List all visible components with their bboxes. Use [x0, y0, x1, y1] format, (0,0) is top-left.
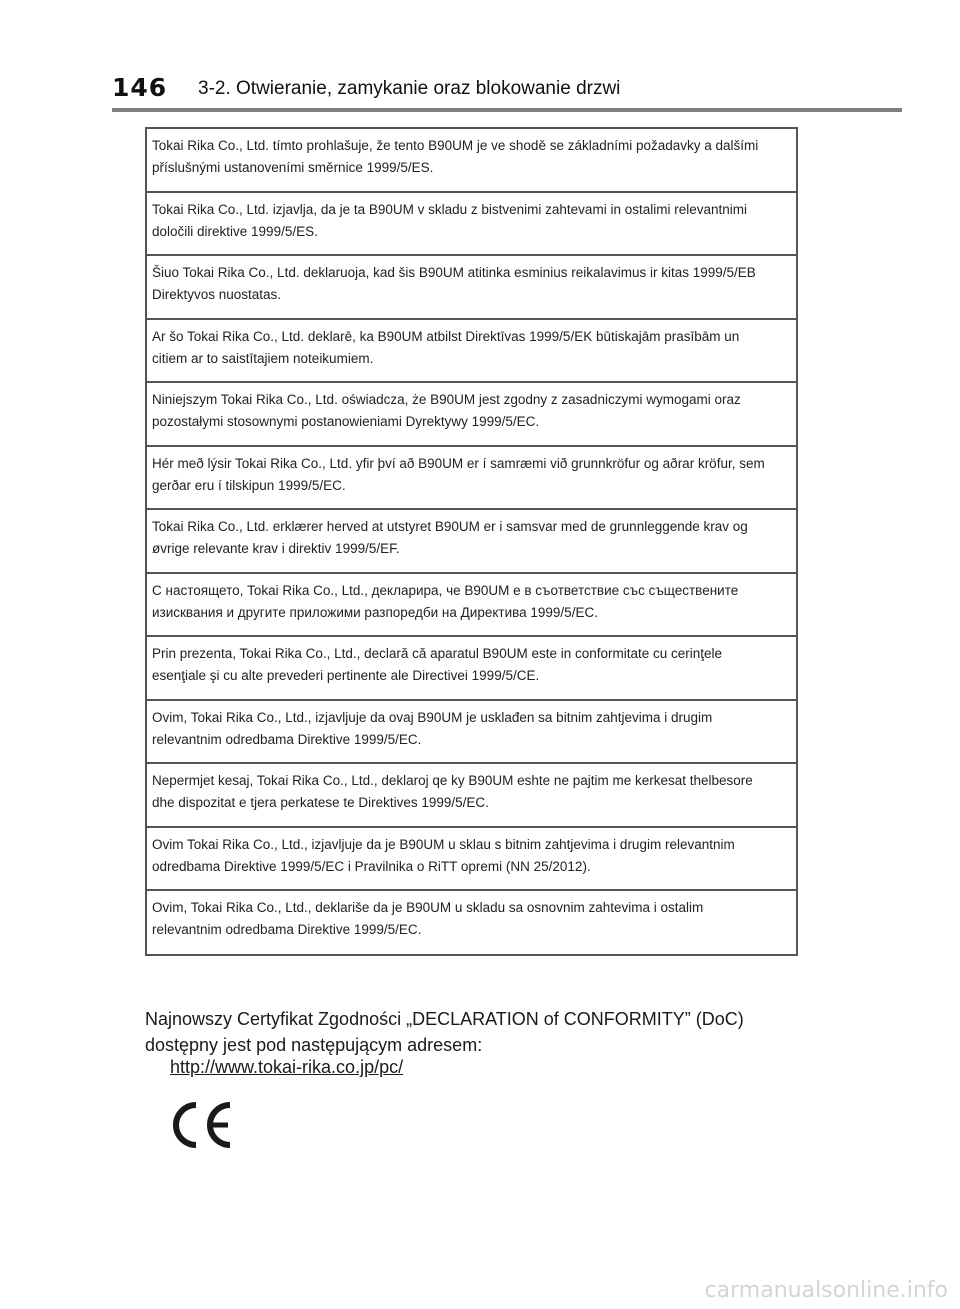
- declaration-row-latvian: Ar šo Tokai Rika Co., Ltd. deklarē, ka B90UM atbilst Direktīvas 1999/5/EK būtiskajām prasībām un citiem ar to saistītajiem noteikumiem.: [147, 320, 796, 384]
- ce-mark-icon: [168, 1100, 238, 1150]
- doc-url-link[interactable]: http://www.tokai-rika.co.jp/pc/: [170, 1057, 404, 1077]
- declaration-row-bulgarian: С настоящето, Tokai Rika Co., Ltd., декларира, че B90UM е в съответствие със съществените изисквания и другите приложими разпоредби на Директива 1999/5/ЕС.: [147, 574, 796, 638]
- doc-availability-note: Najnowszy Certyfikat Zgodności „DECLARATION of CONFORMITY” (DoC) dostępny jest pod następującym adresem:: [145, 1009, 744, 1055]
- declaration-row-croatian: Ovim Tokai Rika Co., Ltd., izjavljuje da je B90UM u sklau s bitnim zahtjevima i drugim relevantnim odredbama Direktive 1999/5/EC i Pravilnika o RiTT opremi (NN 25/2012).: [147, 828, 796, 892]
- declaration-row-polish: Niniejszym Tokai Rika Co., Ltd. oświadcza, że B90UM jest zgodny z zasadniczymi wymogami oraz pozostałymi stosownymi postanowieniami Dyrektywy 1999/5/EC.: [147, 383, 796, 447]
- declaration-row-lithuanian: Šiuo Tokai Rika Co., Ltd. deklaruoja, kad šis B90UM atitinka esminius reikalavimus ir kitas 1999/5/EB Direktyvos nuostatas.: [147, 256, 796, 320]
- declaration-row-icelandic: Hér með lýsir Tokai Rika Co., Ltd. yfir því að B90UM er í samræmi við grunnkröfur og aðrar kröfur, sem gerðar eru í tilskipun 1999/5/EC.: [147, 447, 796, 511]
- declaration-row-romanian: Prin prezenta, Tokai Rika Co., Ltd., declară că aparatul B90UM este in conformitate cu cerinţele esenţiale şi cu alte prevederi pertinente ale Directivei 1999/5/CE.: [147, 637, 796, 701]
- page-number: 146: [112, 73, 168, 102]
- declarations-table: [145, 127, 798, 956]
- declaration-row-serbian: Ovim, Tokai Rika Co., Ltd., deklariše da je B90UM u skladu sa osnovnim zahtevima i ostalim relevantnim odredbama Direktive 1999/5/EC.: [152, 900, 704, 937]
- section-title: 3-2. Otwieranie, zamykanie oraz blokowanie drzwi: [198, 78, 621, 99]
- declaration-row-slovenian: Tokai Rika Co., Ltd. izjavlja, da je ta B90UM v skladu z bistvenimi zahtevami in ostalimi relevantnimi določili direktive 1999/5/ES.: [147, 193, 796, 257]
- declaration-row-albanian: Nepermjet kesaj, Tokai Rika Co., Ltd., deklaroj qe ky B90UM eshte ne pajtim me kerkesat thelbesore dhe dispozitat e tjera perkatese te Direktives 1999/5/EC.: [147, 764, 796, 828]
- header-divider: [112, 108, 902, 112]
- site-watermark: carmanualsonline.info: [704, 1278, 948, 1303]
- declaration-row-czech: Tokai Rika Co., Ltd. tímto prohlašuje, že tento B90UM je ve shodě se základními požadavky a dalšími příslušnými ustanoveními směrnice 1999/5/ES.: [147, 129, 796, 193]
- declaration-row-bosnian: Ovim, Tokai Rika Co., Ltd., izjavljuje da ovaj B90UM je usklađen sa bitnim zahtjevima i drugim relevantnim odredbama Direktive 1999/5/EC.: [147, 701, 796, 765]
- page-header: [0, 0, 960, 112]
- declaration-row-norwegian: Tokai Rika Co., Ltd. erklærer herved at utstyret B90UM er i samsvar med de grunnleggende krav og øvrige relevante krav i direktiv 1999/5/EF.: [147, 510, 796, 574]
